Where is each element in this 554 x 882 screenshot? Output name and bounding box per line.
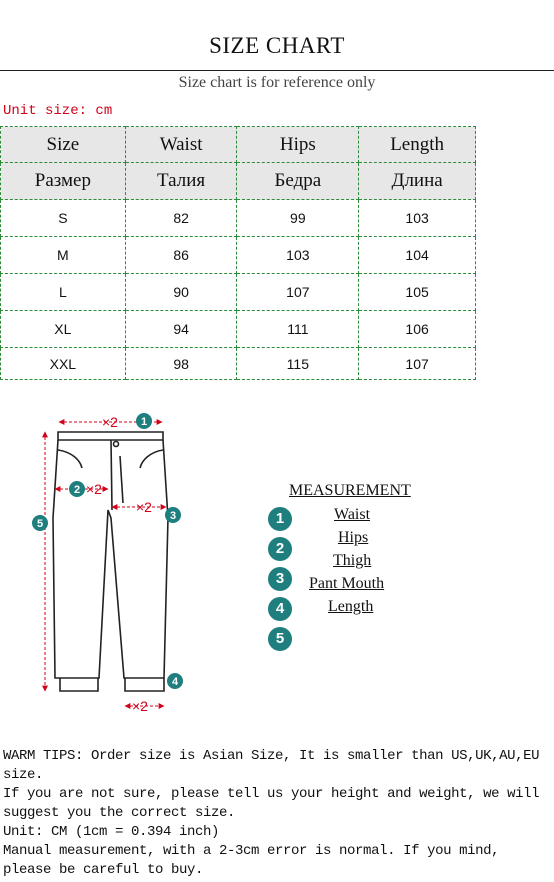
measurement-label-waist: Waist bbox=[334, 506, 371, 523]
hips-cell: 99 bbox=[237, 200, 359, 237]
marker-3: 3 bbox=[169, 510, 177, 522]
measurement-number-4: 4 bbox=[268, 597, 292, 621]
size-cell: XXL bbox=[1, 348, 126, 380]
length-cell: 106 bbox=[359, 311, 476, 348]
header-cell: Hips bbox=[237, 127, 359, 163]
size-cell: M bbox=[1, 237, 126, 274]
multiplier-label: ×2 bbox=[86, 481, 102, 497]
multiplier-label: ×2 bbox=[102, 414, 118, 430]
header-cell: Размер bbox=[1, 163, 126, 200]
table-row bbox=[1, 274, 476, 311]
size-cell: L bbox=[1, 274, 126, 311]
multiplier-label: ×2 bbox=[132, 698, 148, 714]
header-cell: Талия bbox=[125, 163, 237, 200]
pants-outline bbox=[53, 432, 168, 691]
header-cell: Бедра bbox=[237, 163, 359, 200]
marker-2: 2 bbox=[73, 484, 81, 496]
marker-5: 5 bbox=[36, 518, 44, 530]
size-cell: XL bbox=[1, 311, 126, 348]
length-cell: 103 bbox=[359, 200, 476, 237]
table-row bbox=[1, 311, 476, 348]
size-cell: S bbox=[1, 200, 126, 237]
waist-cell: 82 bbox=[125, 200, 237, 237]
measurement-label-pant-mouth: Pant Mouth bbox=[309, 575, 385, 592]
length-cell: 107 bbox=[359, 348, 476, 380]
length-cell: 104 bbox=[359, 237, 476, 274]
pants-diagram bbox=[20, 408, 200, 716]
size-table bbox=[0, 126, 476, 380]
measurement-number-2: 2 bbox=[268, 537, 292, 561]
measurement-title: MEASUREMENT bbox=[289, 482, 411, 499]
header-cell: Длина bbox=[359, 163, 476, 200]
header-cell: Size bbox=[1, 127, 126, 163]
waist-cell: 94 bbox=[125, 311, 237, 348]
length-cell: 105 bbox=[359, 274, 476, 311]
header-row-ru bbox=[1, 163, 476, 200]
measurement-number-3: 3 bbox=[268, 567, 292, 591]
measurement-label-hips: Hips bbox=[338, 529, 369, 546]
tip-line: WARM TIPS: Order size is Asian Size, It is smaller than US,UK,AU,EU size. bbox=[3, 748, 540, 783]
hips-cell: 103 bbox=[237, 237, 359, 274]
table-row bbox=[1, 200, 476, 237]
warm-tips bbox=[3, 747, 553, 880]
waist-cell: 98 bbox=[125, 348, 237, 380]
hips-cell: 111 bbox=[237, 311, 359, 348]
table-row bbox=[1, 237, 476, 274]
unit-label: Unit size: cm bbox=[3, 103, 113, 119]
multiplier-label: ×2 bbox=[136, 499, 152, 515]
tip-line: Unit: CM (1cm = 0.394 inch) bbox=[3, 824, 220, 840]
tip-line: If you are not sure, please tell us your height and weight, we will suggest you the correct size. bbox=[3, 786, 540, 821]
page-title: SIZE CHART bbox=[209, 33, 345, 58]
page-subtitle: Size chart is for reference only bbox=[178, 74, 376, 91]
header-cell: Length bbox=[359, 127, 476, 163]
tip-line: Manual measurement, with a 2-3cm error is normal. If you mind, please be careful to buy. bbox=[3, 843, 500, 878]
title-divider bbox=[0, 70, 554, 71]
measurement-number-5: 5 bbox=[268, 627, 292, 651]
measurement-number-1: 1 bbox=[268, 507, 292, 531]
measurement-label-length: Length bbox=[328, 598, 374, 615]
waist-cell: 90 bbox=[125, 274, 237, 311]
marker-1: 1 bbox=[140, 416, 148, 428]
hips-cell: 107 bbox=[237, 274, 359, 311]
table-row bbox=[1, 348, 476, 380]
marker-4: 4 bbox=[171, 676, 179, 688]
header-cell: Waist bbox=[125, 127, 237, 163]
hips-cell: 115 bbox=[237, 348, 359, 380]
header-row-en bbox=[1, 127, 476, 163]
measurement-label-thigh: Thigh bbox=[333, 552, 372, 569]
waist-cell: 86 bbox=[125, 237, 237, 274]
